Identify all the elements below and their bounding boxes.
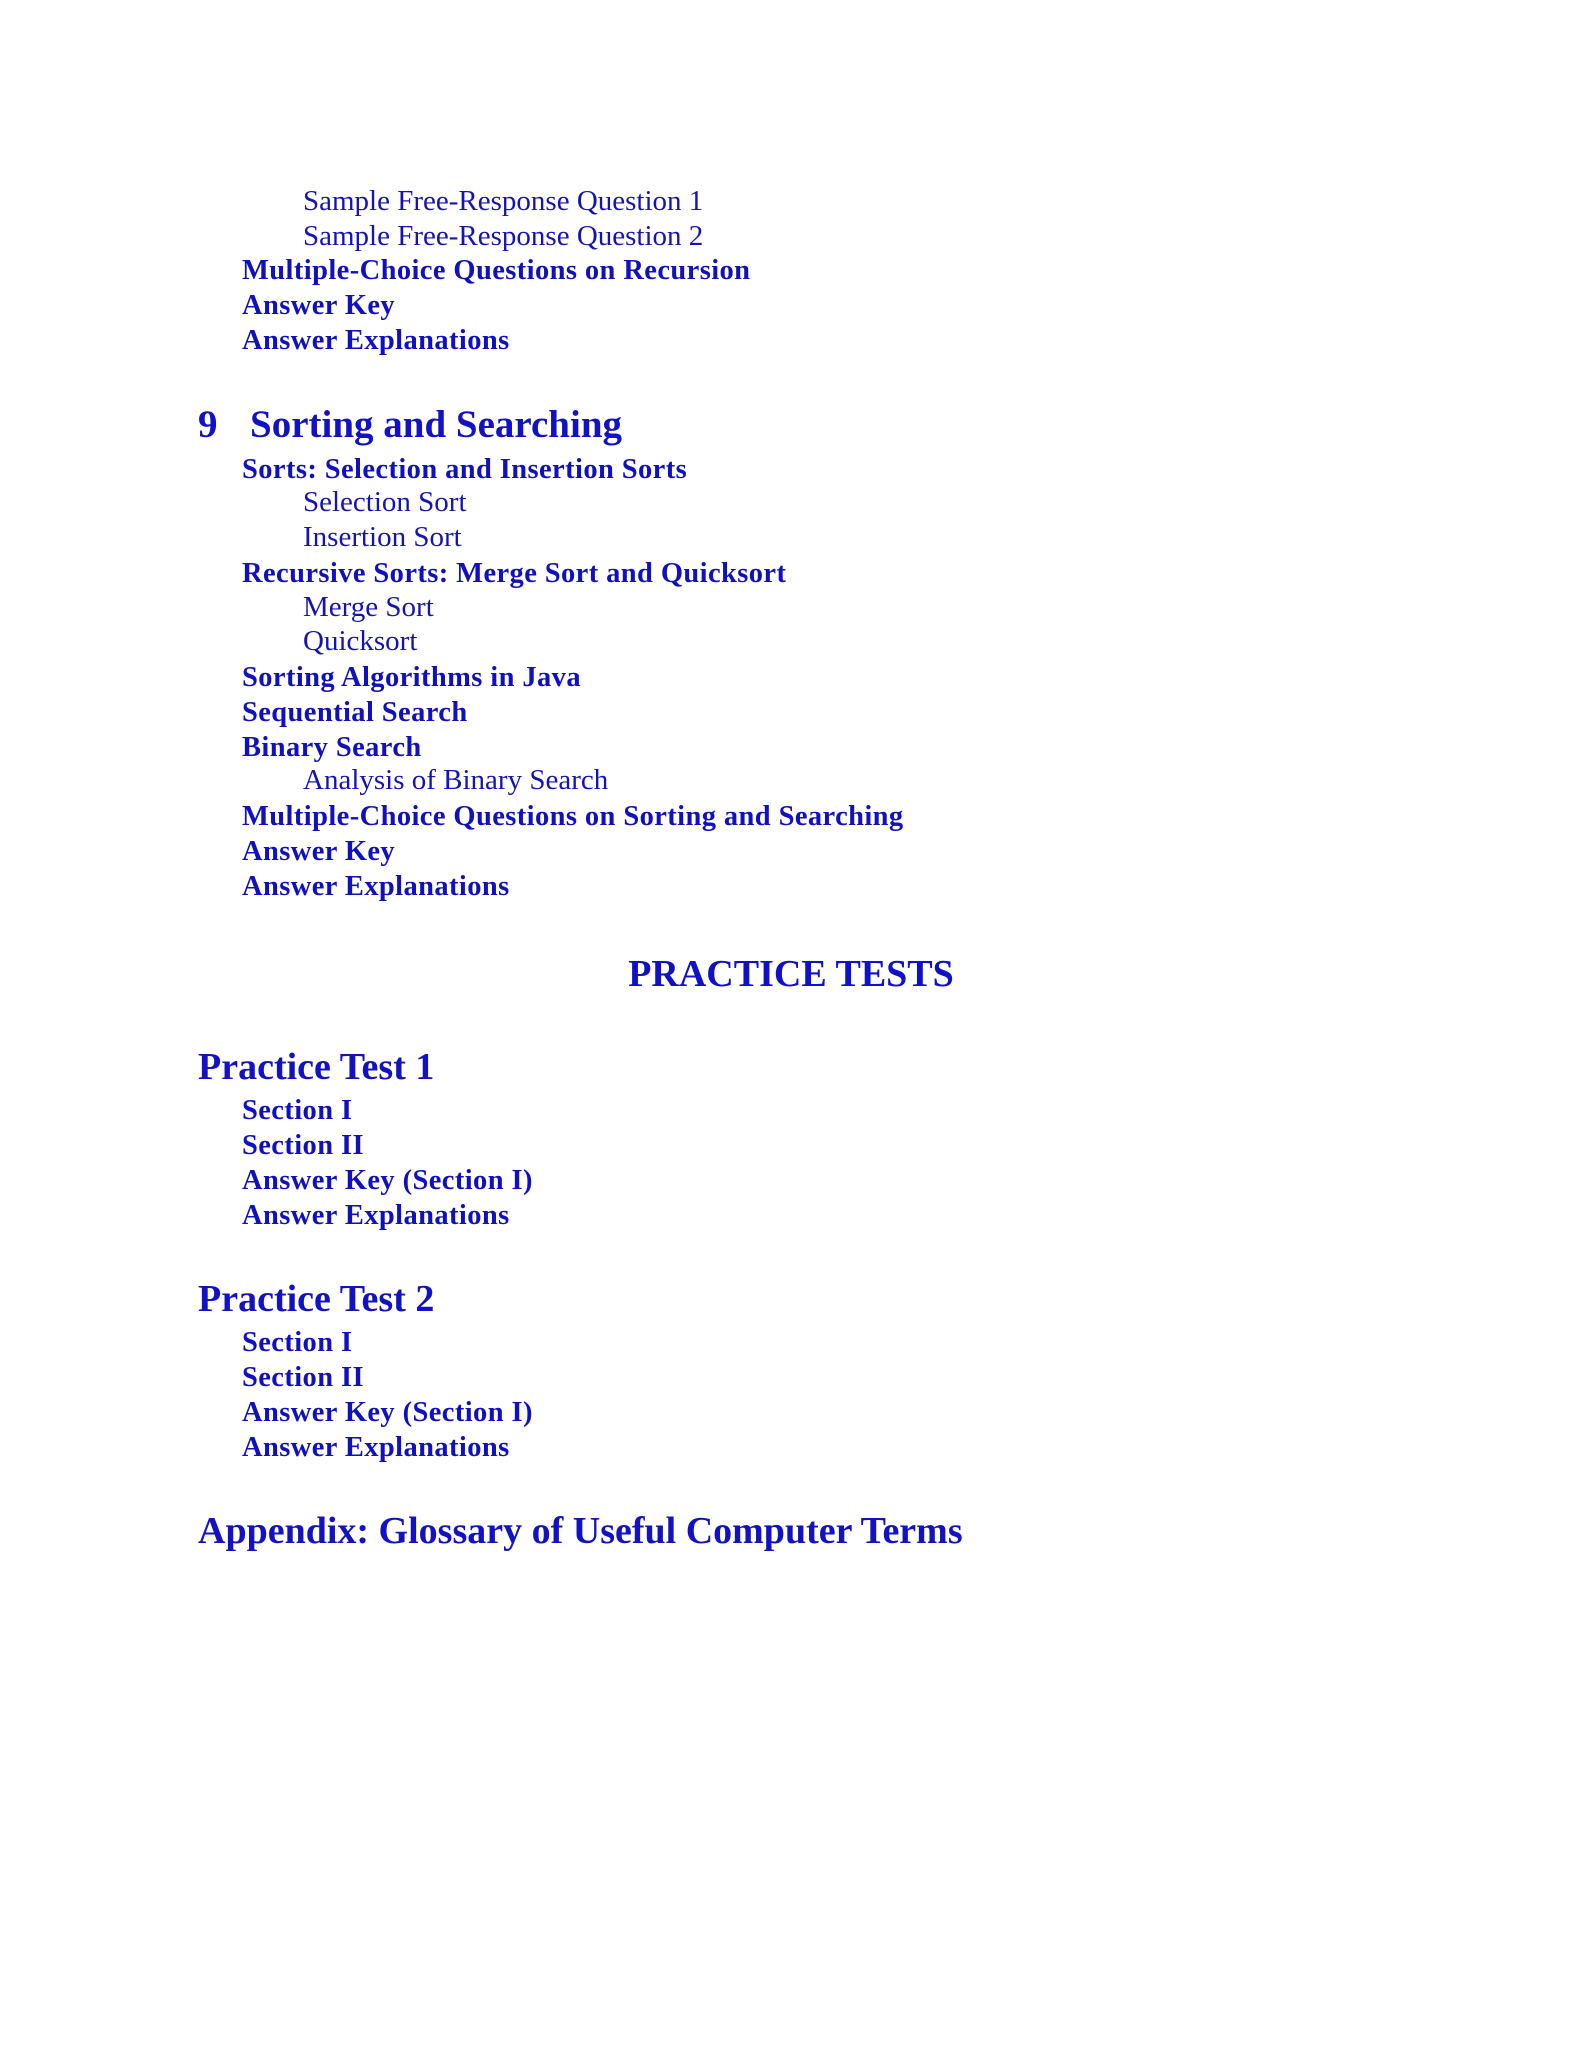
appendix-title[interactable]: Appendix: Glossary of Useful Computer Terms bbox=[198, 1510, 963, 1552]
toc-entry-pt2-section-2[interactable]: Section II bbox=[242, 1362, 364, 1393]
toc-entry-recursive-sorts[interactable]: Recursive Sorts: Merge Sort and Quicksort bbox=[242, 558, 787, 589]
practice-tests-heading: PRACTICE TESTS bbox=[628, 953, 954, 995]
toc-entry-pt2-section-1[interactable]: Section I bbox=[242, 1327, 353, 1358]
toc-entry-sorting-algorithms-java[interactable]: Sorting Algorithms in Java bbox=[242, 662, 581, 693]
toc-entry-binary-search[interactable]: Binary Search bbox=[242, 732, 422, 763]
toc-entry-analysis-binary-search[interactable]: Analysis of Binary Search bbox=[303, 764, 609, 796]
toc-entry-quicksort[interactable]: Quicksort bbox=[303, 625, 418, 657]
toc-entry-answer-key[interactable]: Answer Key bbox=[242, 836, 396, 867]
chapter-number: 9 bbox=[198, 403, 218, 446]
toc-entry-selection-insertion-sorts[interactable]: Sorts: Selection and Insertion Sorts bbox=[242, 454, 688, 485]
toc-entry-pt1-section-2[interactable]: Section II bbox=[242, 1130, 364, 1161]
toc-entry-mcq-recursion[interactable]: Multiple-Choice Questions on Recursion bbox=[242, 255, 751, 286]
toc-entry-pt1-answer-explanations[interactable]: Answer Explanations bbox=[242, 1200, 510, 1231]
toc-entry-insertion-sort[interactable]: Insertion Sort bbox=[303, 521, 462, 553]
toc-entry-sample-frq-2[interactable]: Sample Free-Response Question 2 bbox=[303, 220, 704, 252]
toc-entry-sample-frq-1[interactable]: Sample Free-Response Question 1 bbox=[303, 185, 704, 217]
practice-test-2-title[interactable]: Practice Test 2 bbox=[198, 1278, 435, 1320]
toc-entry-pt2-answer-key[interactable]: Answer Key (Section I) bbox=[242, 1397, 533, 1428]
toc-entry-pt1-section-1[interactable]: Section I bbox=[242, 1095, 353, 1126]
toc-entry-answer-key[interactable]: Answer Key bbox=[242, 290, 396, 321]
toc-entry-mcq-sorting-searching[interactable]: Multiple-Choice Questions on Sorting and Searching bbox=[242, 801, 904, 832]
toc-entry-selection-sort[interactable]: Selection Sort bbox=[303, 486, 467, 518]
toc-entry-pt1-answer-key[interactable]: Answer Key (Section I) bbox=[242, 1165, 533, 1196]
chapter-title: Sorting and Searching bbox=[250, 403, 623, 446]
practice-test-1-title[interactable]: Practice Test 1 bbox=[198, 1046, 435, 1088]
toc-entry-pt2-answer-explanations[interactable]: Answer Explanations bbox=[242, 1432, 510, 1463]
toc-entry-sequential-search[interactable]: Sequential Search bbox=[242, 697, 468, 728]
toc-entry-answer-explanations[interactable]: Answer Explanations bbox=[242, 325, 510, 356]
chapter-9-heading[interactable] bbox=[198, 405, 622, 444]
toc-entry-merge-sort[interactable]: Merge Sort bbox=[303, 591, 434, 623]
toc-entry-answer-explanations[interactable]: Answer Explanations bbox=[242, 871, 510, 902]
